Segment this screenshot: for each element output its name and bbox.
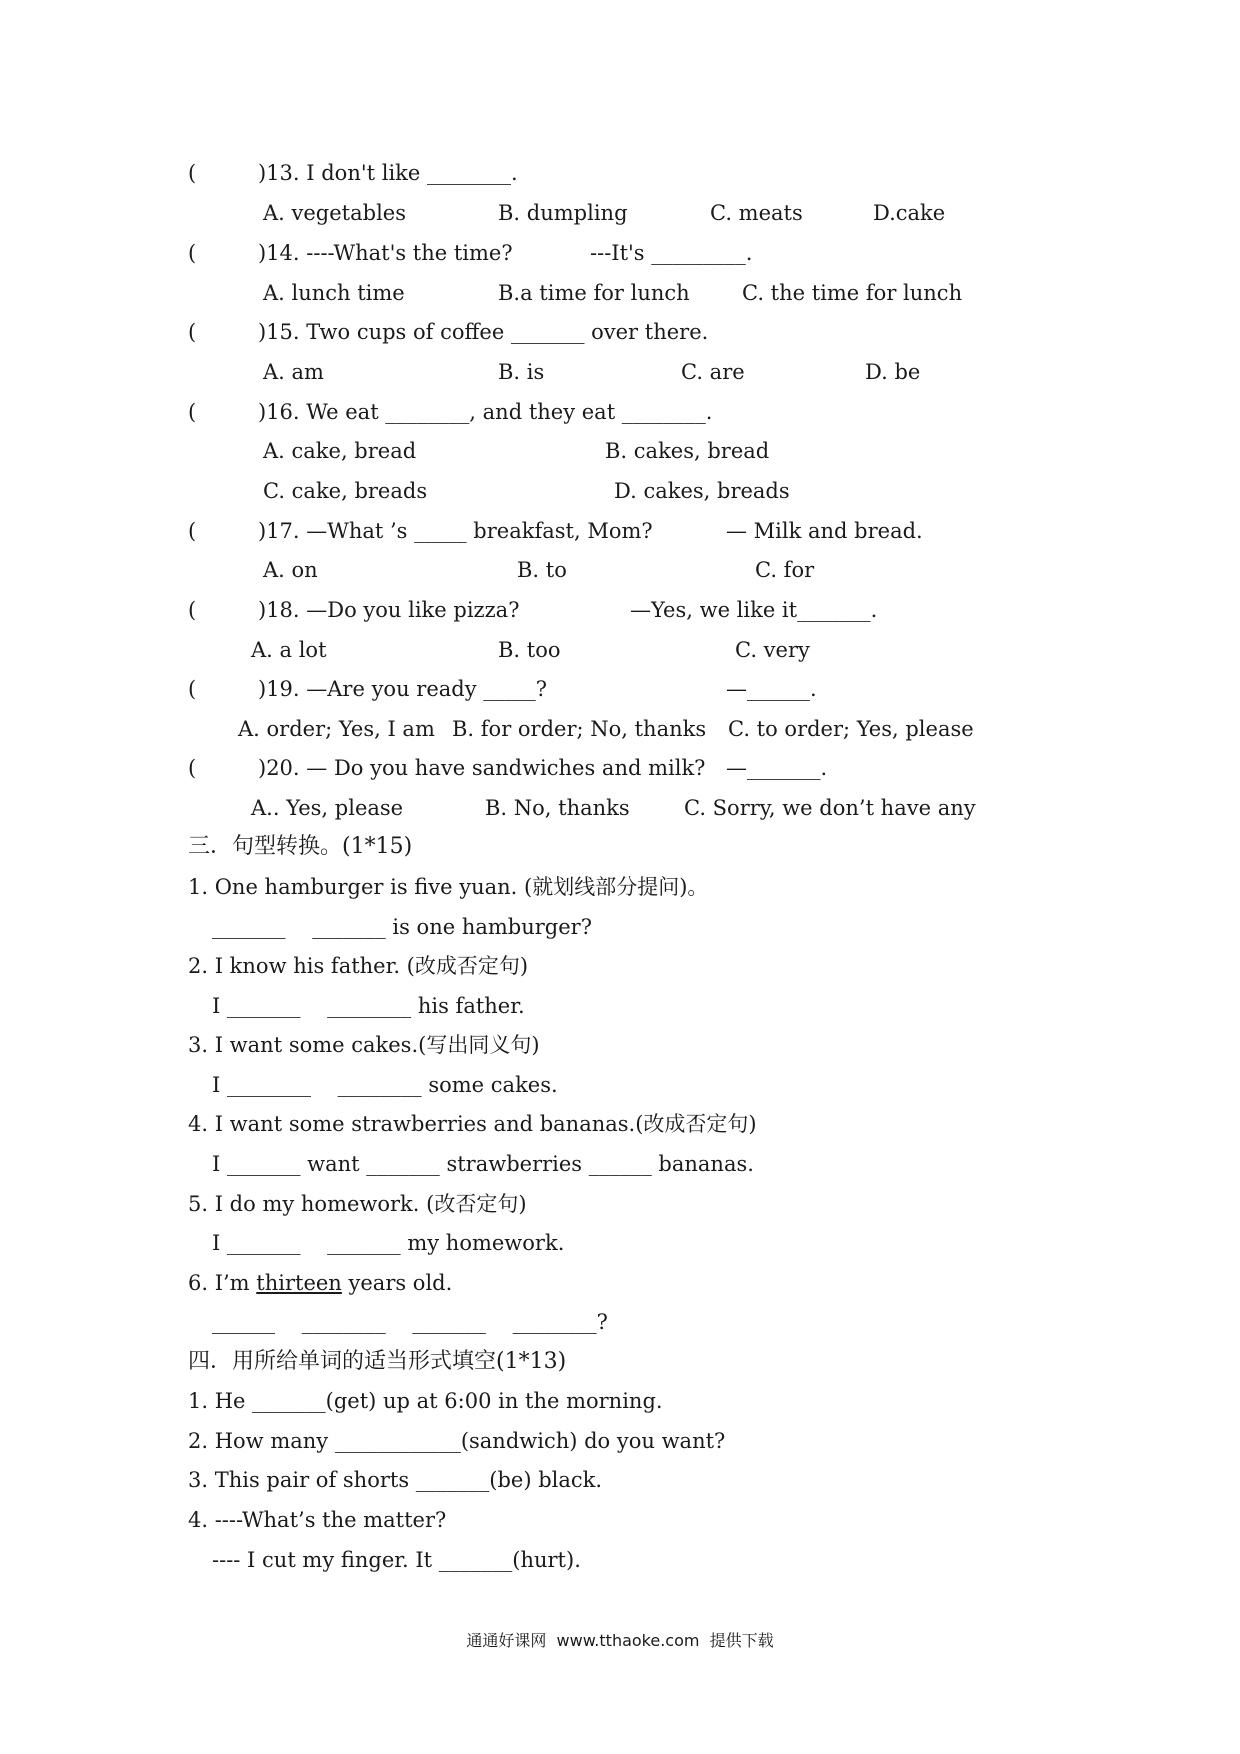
question-stem: )17. —What ’s _____ breakfast, Mom?: [258, 519, 653, 543]
exercise-answer-line: _______ _______ is one hamburger?: [212, 915, 592, 939]
exercise-answer-line: I _______ _______ my homework.: [212, 1231, 565, 1255]
option: A.. Yes, please: [251, 796, 404, 820]
option: A. a lot: [251, 638, 327, 662]
question-stem: )20. — Do you have sandwiches and milk?: [258, 756, 706, 780]
fill-blank-item: 2. How many ____________(sandwich) do you want?: [188, 1429, 726, 1453]
exercise-answer-line: I ________ ________ some cakes.: [212, 1073, 558, 1097]
question-response: ---It's _________.: [590, 241, 753, 265]
question-stem: )18. —Do you like pizza?: [258, 598, 520, 622]
option: D.cake: [873, 201, 946, 225]
answer-paren: (: [188, 320, 197, 344]
answer-paren: (: [188, 756, 197, 780]
option: A. vegetables: [263, 201, 407, 225]
option: C. Sorry, we don’t have any: [684, 796, 976, 820]
option: C. the time for lunch: [742, 281, 963, 305]
option: A. lunch time: [263, 281, 405, 305]
question-stem: )15. Two cups of coffee _______ over there.: [258, 320, 709, 344]
exercise-question: 4. I want some strawberries and bananas.(改成否定句): [188, 1112, 757, 1136]
question-stem: )13. I don't like ________.: [258, 161, 518, 185]
option: B. is: [498, 360, 545, 384]
option: B. No, thanks: [485, 796, 630, 820]
question-response: — Milk and bread.: [726, 519, 923, 543]
question-text: years old.: [341, 1271, 453, 1295]
option: C. cake, breads: [263, 479, 428, 503]
fill-blank-item: 3. This pair of shorts _______(be) black.: [188, 1468, 603, 1492]
option: D. be: [865, 360, 921, 384]
question-stem: )14. ----What's the time?: [258, 241, 513, 265]
fill-blank-item: 4. ----What’s the matter?: [188, 1508, 447, 1532]
option: C. very: [735, 638, 810, 662]
exercise-question: 5. I do my homework. (改否定句): [188, 1192, 527, 1216]
option: B.a time for lunch: [498, 281, 690, 305]
option: A. am: [263, 360, 324, 384]
option: B. too: [498, 638, 561, 662]
option: A. cake, bread: [263, 439, 417, 463]
answer-paren: (: [188, 161, 197, 185]
answer-paren: (: [188, 400, 197, 424]
answer-paren: (: [188, 677, 197, 701]
option: C. to order; Yes, please: [728, 717, 974, 741]
exercise-question: 3. I want some cakes.(写出同义句): [188, 1033, 540, 1057]
option: B. to: [517, 558, 567, 582]
answer-paren: (: [188, 241, 197, 265]
answer-paren: (: [188, 519, 197, 543]
option: B. dumpling: [498, 201, 628, 225]
option: D. cakes, breads: [614, 479, 790, 503]
option: C. are: [681, 360, 745, 384]
option: C. for: [755, 558, 815, 582]
fill-blank-item: ---- I cut my finger. It _______(hurt).: [212, 1548, 581, 1572]
fill-blank-item: 1. He _______(get) up at 6:00 in the morning.: [188, 1389, 663, 1413]
exercise-answer-line: ______ ________ _______ ________?: [212, 1310, 608, 1334]
question-stem: )16. We eat ________, and they eat ________.: [258, 400, 713, 424]
question-response: —_______.: [726, 756, 828, 780]
option: A. on: [263, 558, 318, 582]
question-response: —______.: [726, 677, 817, 701]
exercise-question: [188, 1269, 452, 1297]
question-text: 6. I’m: [188, 1271, 257, 1295]
exercise-question: 1. One hamburger is five yuan. (就划线部分提问)。: [188, 875, 709, 899]
question-stem: )19. —Are you ready _____?: [258, 677, 548, 701]
section-heading: 四．用所给单词的适当形式填空(1*13): [188, 1349, 567, 1374]
exercise-answer-line: I _______ want _______ strawberries ______ bananas.: [212, 1152, 754, 1176]
exercise-answer-line: I _______ ________ his father.: [212, 994, 525, 1018]
option: C. meats: [710, 201, 803, 225]
option: B. cakes, bread: [605, 439, 770, 463]
answer-paren: (: [188, 598, 197, 622]
option: A. order; Yes, I am: [238, 717, 435, 741]
exercise-question: 2. I know his father. (改成否定句): [188, 954, 529, 978]
section-heading: 三．句型转换。(1*15): [188, 834, 413, 859]
option: B. for order; No, thanks: [452, 717, 707, 741]
page-footer: 通通好课网 www.tthaoke.com 提供下载: [466, 1631, 774, 1650]
question-response: —Yes, we like it_______.: [630, 598, 878, 622]
underlined-word: thirteen: [256, 1271, 342, 1295]
